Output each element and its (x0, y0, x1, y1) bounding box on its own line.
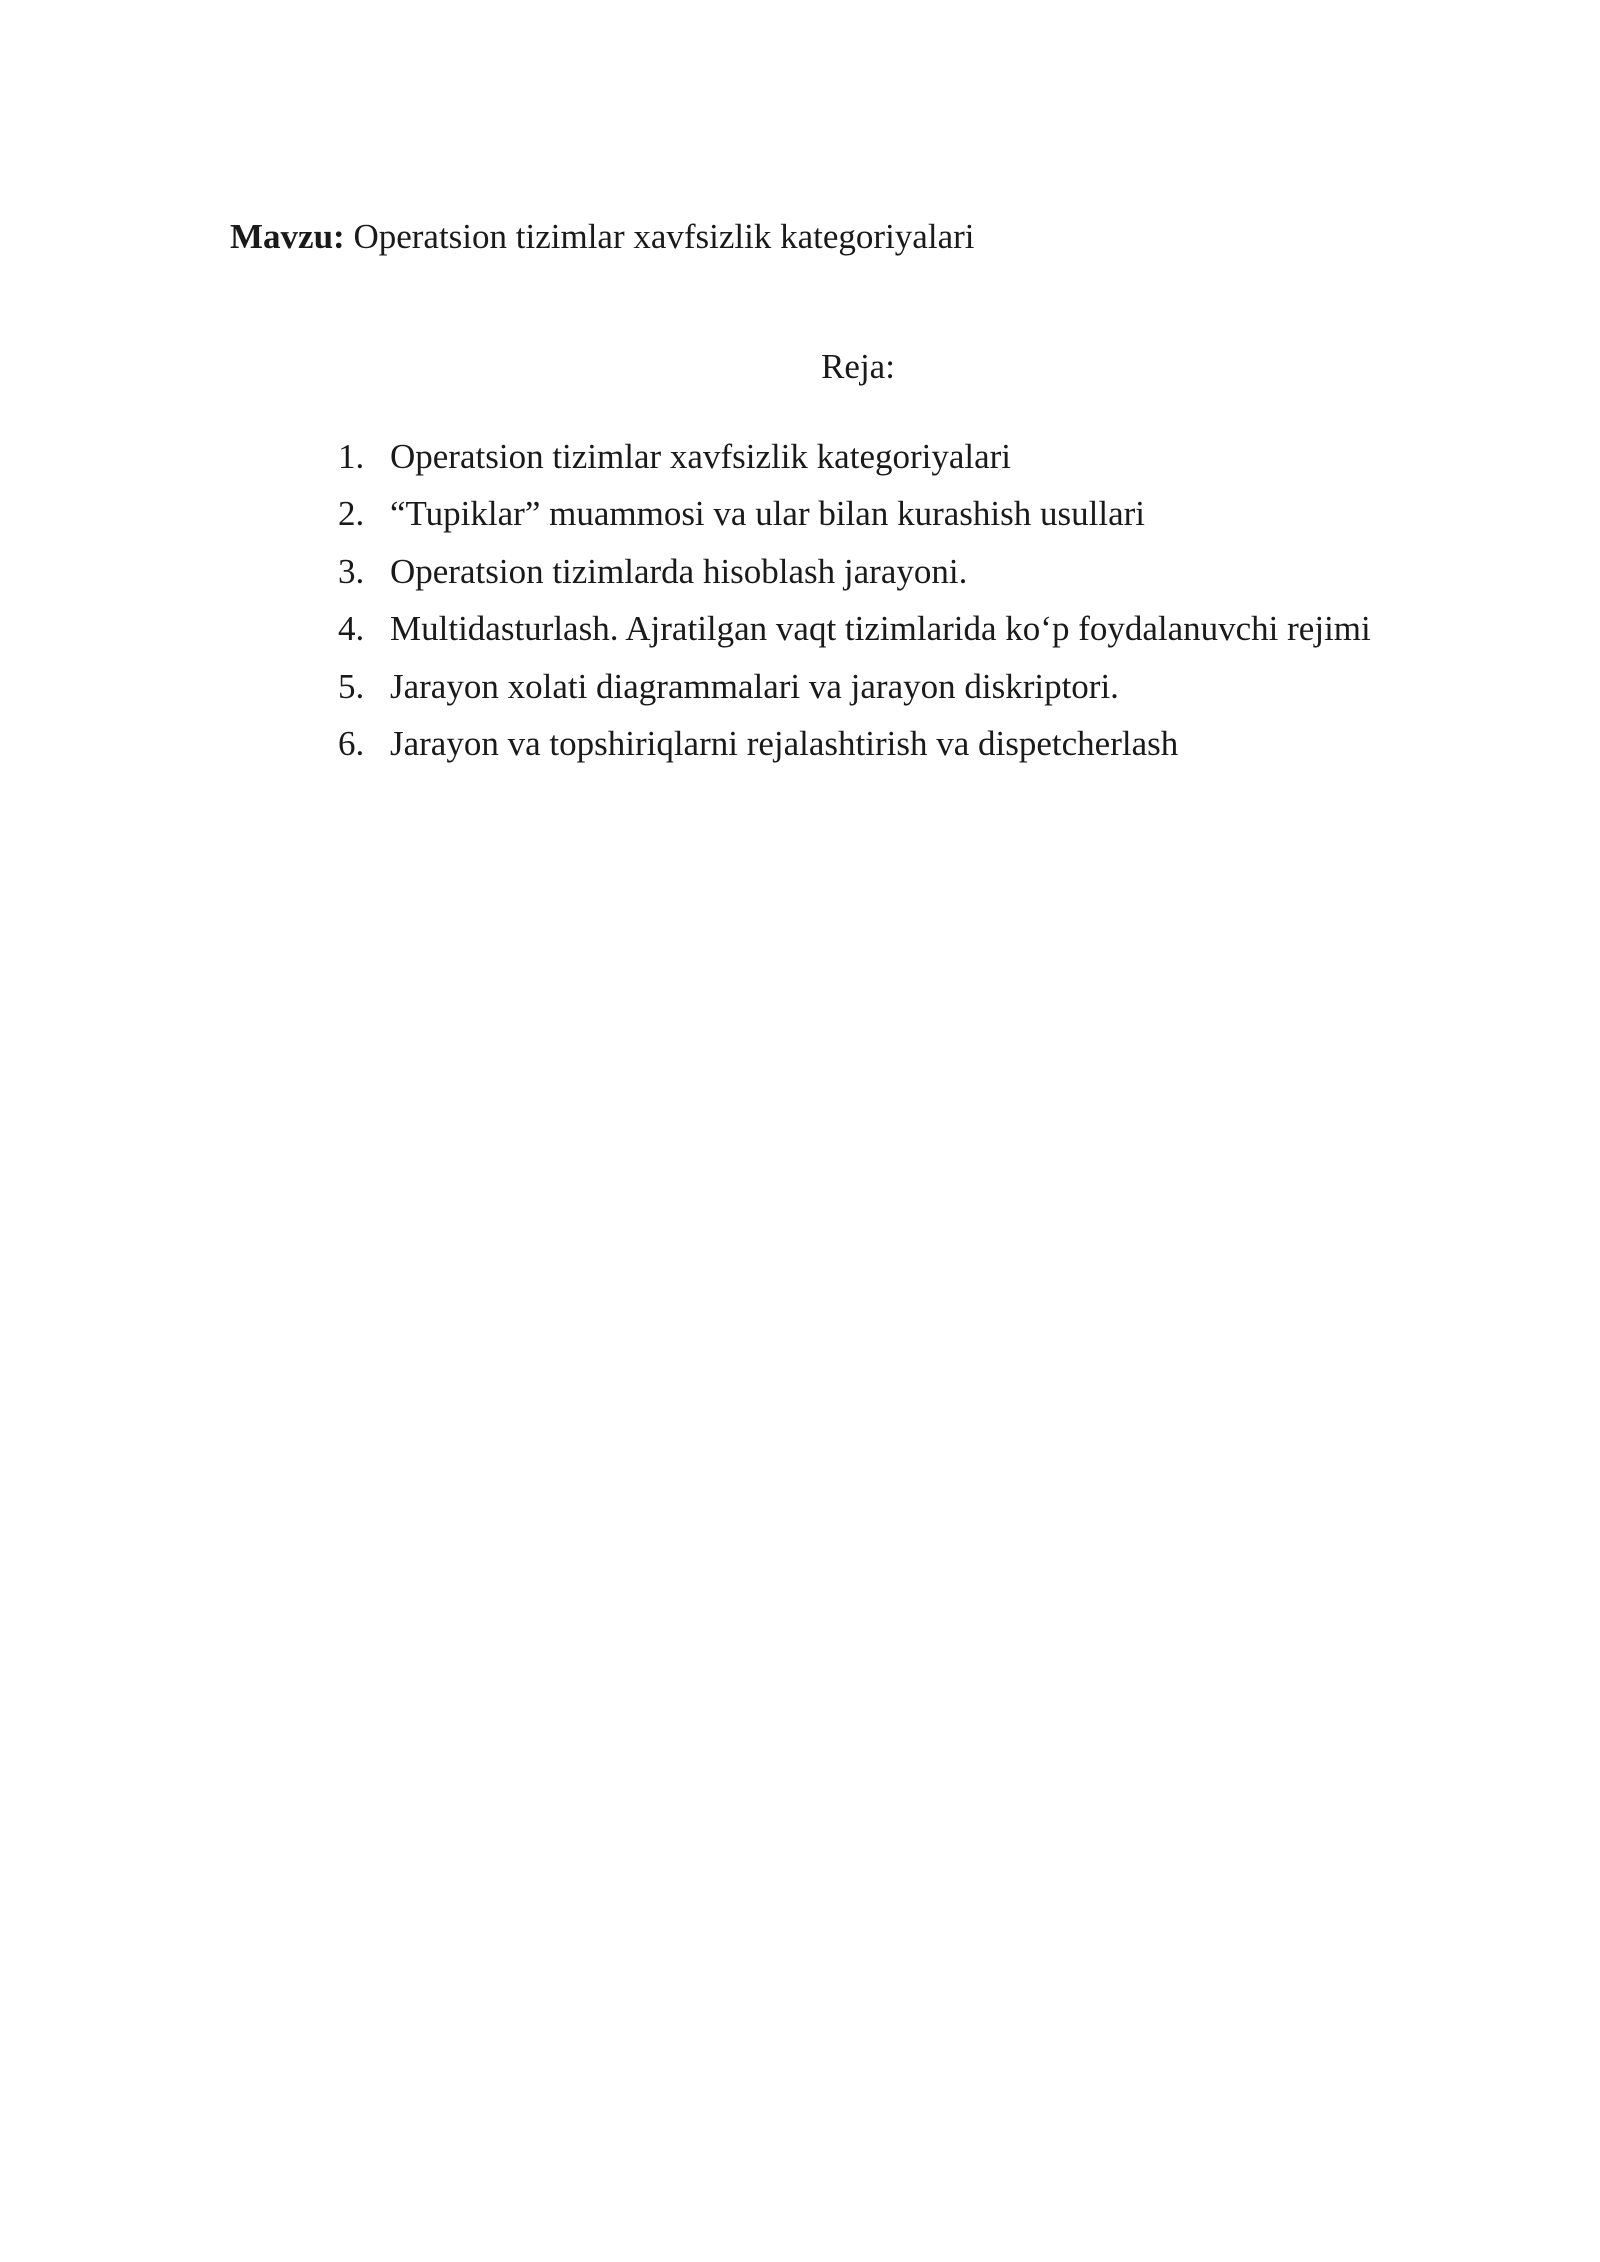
plan-item-number: 2. (338, 494, 365, 534)
plan-item (338, 600, 1371, 657)
plan-list (338, 428, 1371, 772)
plan-item-number: 6. (338, 724, 365, 764)
plan-heading: Reja: (821, 347, 895, 386)
plan-item (338, 658, 1371, 715)
plan-item-number: 5. (338, 666, 365, 706)
topic-line (230, 212, 974, 262)
plan-item-number: 1. (338, 437, 365, 476)
plan-item (338, 428, 1371, 485)
plan-item-text: Jarayon va topshiriqlarni rejalashtirish va dispetcherlash (390, 724, 1179, 764)
plan-item (338, 543, 1371, 600)
plan-item-text: Operatsion tizimlar xavfsizlik kategoriyalari (390, 437, 1012, 476)
plan-item (338, 715, 1371, 772)
plan-item-text: Jarayon xolati diagrammalari va jarayon diskriptori. (390, 666, 1119, 706)
plan-item-number: 3. (338, 551, 365, 591)
plan-item-text: Multidasturlash. Ajratilgan vaqt tizimlarida ko‘p foydalanuvchi rejimi (390, 609, 1371, 649)
plan-item-number: 4. (338, 609, 365, 649)
plan-item-text: “Tupiklar” muammosi va ular bilan kurashish usullari (390, 494, 1145, 534)
topic-label: Mavzu: (230, 217, 345, 256)
topic-title: Operatsion tizimlar xavfsizlik kategoriyalari (353, 217, 975, 256)
plan-item-text: Operatsion tizimlarda hisoblash jarayoni. (390, 551, 968, 591)
plan-item (338, 485, 1371, 542)
